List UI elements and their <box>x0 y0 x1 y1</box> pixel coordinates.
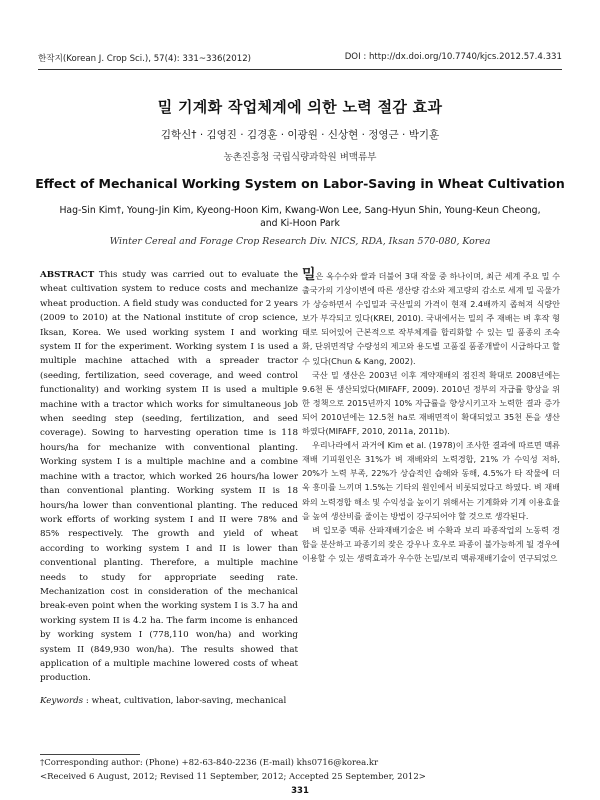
body-paragraph-4: 벼 입모중 맥류 산파재배기술은 벼 수확과 보리 파종작업의 노동력 경합을 분산하고 파종기의 잦은 강우나 호우로 파종이 불가능하게 될 경우에 이용할 수 있는 생력효과가 우수한 논밀/보리 맥류재배기술이 연구되었으 <box>302 524 560 563</box>
header-rule <box>38 69 562 70</box>
running-header <box>38 52 562 68</box>
journal-reference: 한작지(Korean J. Crop Sci.), 57(4): 331~336(2012) <box>38 54 252 64</box>
body-paragraph-2: 국산 밀 생산은 2003년 이후 계약재배의 점진적 확대로 2008년에는 9.6천 톤 생산되었다(MIFAFF, 2009). 2010년 정부의 자급률 향상을 위한 정책으로 2015년까지 10% 자급률을 향상시키고자 노력한 결과 증가되어 2010년에는 12.5천 ha로 재배면적이 확대되었고 35천 톤을 생산하였다(MIFAFF, 2010, 2011a, 2011b). <box>302 369 560 437</box>
body-paragraph-1 <box>302 268 560 368</box>
keywords-label: Keywords <box>40 695 84 706</box>
abstract <box>40 268 298 686</box>
drop-cap: 밀 <box>302 267 316 283</box>
affiliation-english: Winter Cereal and Forage Crop Research Div. NICS, RDA, Iksan 570-080, Korea <box>109 236 491 247</box>
corresponding-author-footnote: †Corresponding author: (Phone) +82-63-840-2236 (E-mail) khs0716@korea.kr <box>40 758 379 768</box>
body-paragraph-3: 우리나라에서 과거에 Kim et al. (1978)이 조사한 결과에 따르면 맥류재배 기피원인은 31%가 벼 재배와의 노력경합, 21% 가 수익성 저하, 20%가 노력 부족, 22%가 상습적인 습해와 동해, 4.5%가 타 작물에 더욱 흥미를 느끼며 1.5%는 기타의 원인에서 비롯되었다고 하였다. 벼 재배와의 노력경합 해소 및 수익성을 높이기 위해서는 기계화와 기계 이용효율을 높여 생산비를 줄이는 방법이 강구되어야 할 것으로 생각된다. <box>302 440 560 521</box>
authors-english: Hag-Sin Kim†, Young-Jin Kim, Kyeong-Hoon Kim, Kwang-Won Lee, Sang-Hyun Shin, Young-Keun Cheong, and Ki-Hoon Park <box>59 205 541 229</box>
keywords <box>40 694 298 708</box>
doi-link[interactable]: DOI : http://dx.doi.org/10.7740/kjcs.2012.57.4.331 <box>344 52 562 62</box>
keywords-text: : wheat, cultivation, labor-saving, mechanical <box>85 695 287 706</box>
abstract-column <box>40 268 298 708</box>
abstract-label: ABSTRACT <box>40 270 95 280</box>
body-paragraph-1-text: 은 옥수수와 쌀과 더불어 3대 작물 중 하나이며, 최근 세계 주요 밀 수출국가의 기상이변에 따른 생산량 감소와 제고량의 감소로 세계 밀 곡물가가 상승하면서 수입밀과 국산밀의 가격이 현재 2.4배까지 좁혀져 식량안보가 부각되고 있다(KREI, 2010). 국내에서는 밀의 주 재배는 벼 후작 형태로 되어있어 근본적으로 작부체계를 합리화할 수 있는 밀 품종의 조숙화, 단위면적당 수량성의 제고와 용도별 고품질 품종개발이 시급하다고 할 수 있다(Chun & Kang, 2002). <box>302 271 560 366</box>
body-column <box>302 268 560 565</box>
authors-korean: 김학신† · 김영진 · 김경훈 · 이광원 · 신상현 · 정영근 · 박기훈 <box>160 129 440 141</box>
received-dates-footnote: <Received 6 August, 2012; Revised 11 September, 2012; Accepted 25 September, 2012> <box>40 772 426 782</box>
footnote-rule <box>40 754 140 755</box>
page-number: 331 <box>291 786 309 796</box>
title-korean: 밀 기계화 작업체계에 의한 노력 절감 효과 <box>157 98 443 116</box>
abstract-text: This study was carried out to evaluate the wheat cultivation system to reduce costs and mechanize wheat production. A field study was conducted for 2 years (2009 to 2010) at the National institute of crop science, Iksan, Korea. We used working system I and working system II for the experiment. Working system I is used a multiple machine attached with a spreader tractor (seeding, fertilization, seed coverage, and weed control functionality) and working system II is used a multiple machine with a tractor which works for simultaneous job when seeding step (seeding, fertilization, and seed coverage). Sowing to harvesting operation time is 118 hours/ha for mechanize with conventional planting. Working system I is a multiple machine and a combine machine with a tractor, which worked 26 hours/ha lower than conventional planting. Working system II is 18 hours/ha lower than conventional planting. The reduced work efforts of working system I and II were 78% and 85% respectively. The growth and yield of wheat according to working system I and II is lower than conventional planting. Therefore, a multiple machine needs to study for appropriate seeding rate. Mechanization cost in consideration of the mechanical break-even point when the working system I is 3.7 ha and working system II is 4.2 ha. The farm income is enhanced by working system I (778,110 won/ha) and working system II (849,930 won/ha). The results showed that application of a multiple machine lowered costs of wheat production. <box>40 270 298 684</box>
affiliation-korean: 농촌진흥청 국립식량과학원 벼맥류부 <box>223 152 377 163</box>
title-english: Effect of Mechanical Working System on Labor-Saving in Wheat Cultivation <box>35 176 565 191</box>
